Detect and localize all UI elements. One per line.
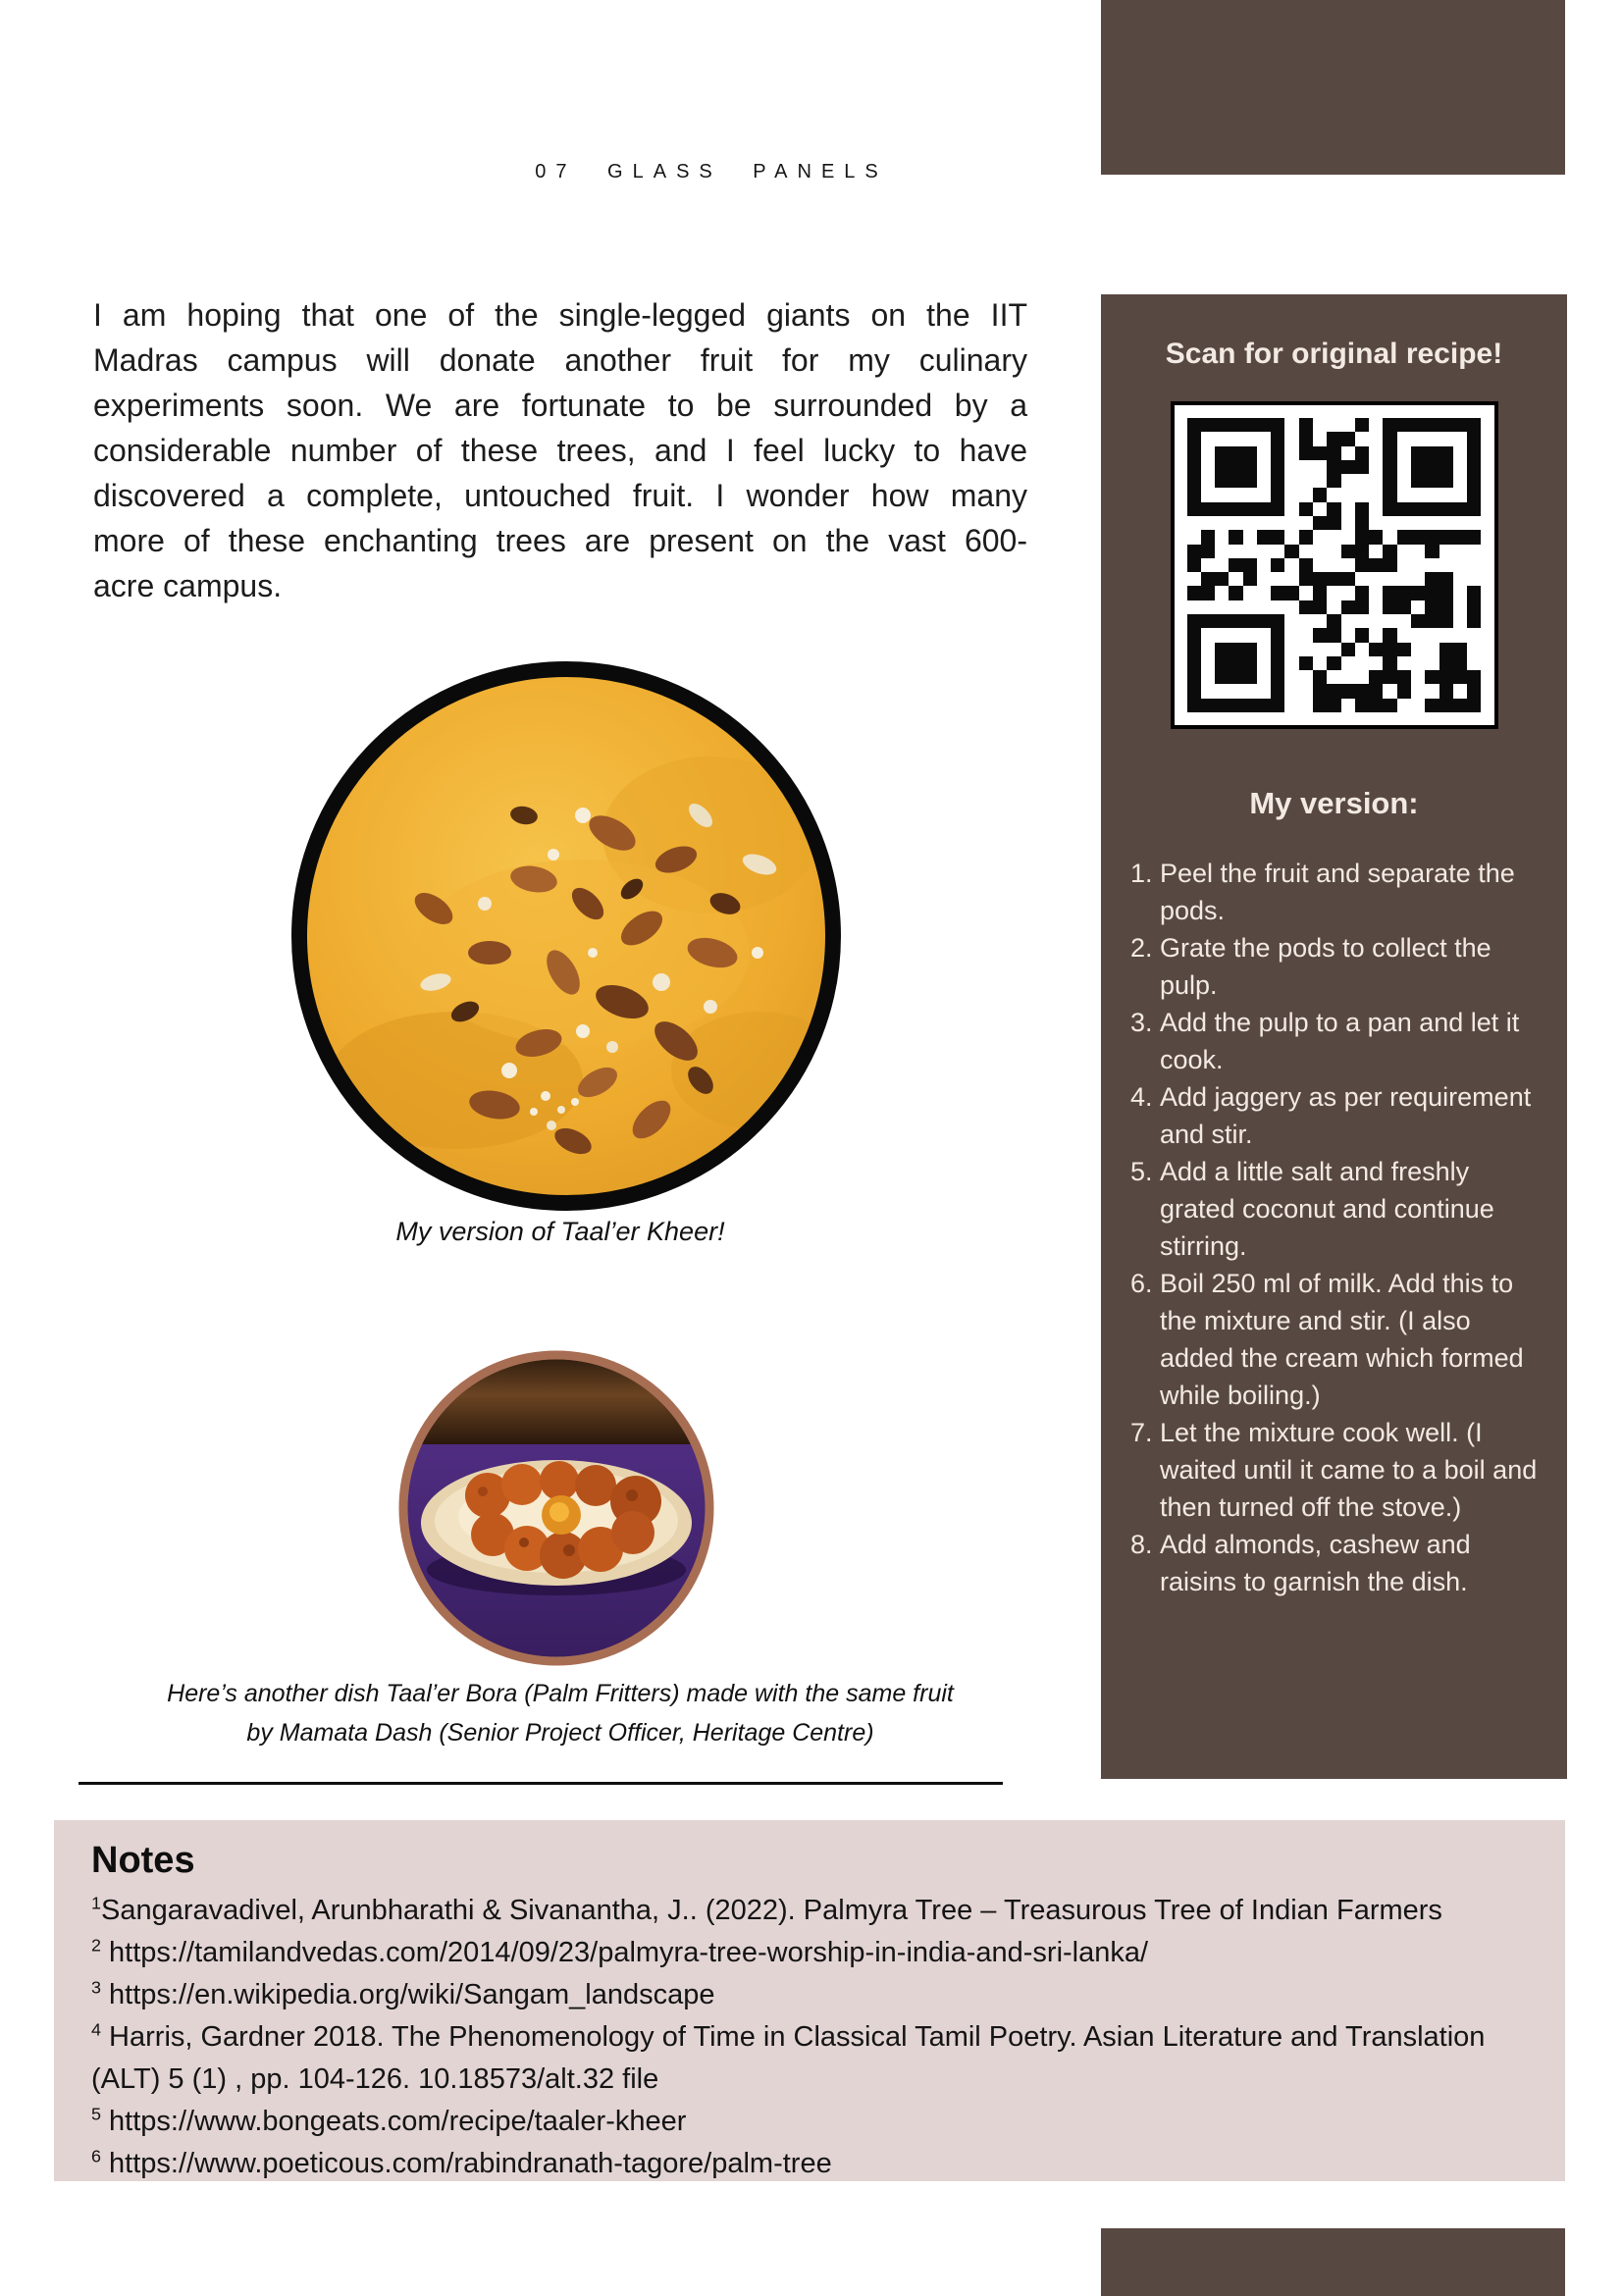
bora-caption-line2: by Mamata Dash (Senior Project Officer, Heritage Centre) <box>246 1719 874 1747</box>
version-title: My version: <box>1249 786 1419 820</box>
note-superscript: 3 <box>91 1977 101 1998</box>
qr-frame <box>1171 401 1498 729</box>
notes-title: Notes <box>91 1840 195 1881</box>
bora-caption-line1: Here’s another dish Taal’er Bora (Palm Fritters) made with the same fruit <box>167 1680 954 1707</box>
note-reference <box>91 2016 1536 2101</box>
recipe-step: 3. Add the pulp to a pan and let it cook. <box>1160 1004 1542 1078</box>
recipe-steps-list <box>1101 855 1567 1600</box>
recipe-step: 4. Add jaggery as per requirement and stir. <box>1160 1078 1542 1153</box>
note-text: https://www.poeticous.com/rabindranath-tagore/palm-tree <box>101 2148 832 2179</box>
notes-section <box>54 1820 1565 2181</box>
section-divider <box>78 1782 1003 1785</box>
kheer-photo-illustration <box>288 658 844 1214</box>
note-superscript: 6 <box>91 2146 101 2166</box>
note-text: https://en.wikipedia.org/wiki/Sangam_landscape <box>101 1979 715 2010</box>
recipe-step: 6. Boil 250 ml of milk. Add this to the mixture and stir. (I also added the cream which formed while boiling.) <box>1160 1265 1542 1414</box>
note-superscript: 5 <box>91 2104 101 2124</box>
article-line: Madras campus will donate another fruit for my culinary <box>93 342 1027 378</box>
recipe-step: 1. Peel the fruit and separate the pods. <box>1160 855 1542 929</box>
note-text: Harris, Gardner 2018. The Phenomenology of Time in Classical Tamil Poetry. Asian Literature and Translation (ALT) 5 (1) , pp. 104-126. 10.18573/alt.32 file <box>91 2021 1486 2095</box>
note-text: https://tamilandvedas.com/2014/09/23/palmyra-tree-worship-in-india-and-sri-lanka/ <box>101 1937 1149 1968</box>
recipe-sidebar <box>1101 294 1567 1779</box>
bora-photo <box>394 1346 718 1670</box>
bora-caption <box>93 1674 1027 1752</box>
recipe-step: 2. Grate the pods to collect the pulp. <box>1160 929 1542 1004</box>
article-line: more of these enchanting trees are present on the vast 600- <box>93 523 1027 558</box>
article-line: discovered a complete, untouched fruit. I wonder how many <box>93 478 1027 513</box>
article-line: I am hoping that one of the single-legged giants on the IIT <box>93 297 1027 333</box>
article-line: experiments soon. We are fortunate to be surrounded by a <box>93 388 1027 423</box>
note-reference <box>91 1974 1536 2016</box>
note-text: Sangaravadivel, Arunbharathi & Sivanantha, J.. (2022). Palmyra Tree – Treasurous Tree of Indian Farmers <box>101 1895 1442 1926</box>
kheer-caption: My version of Taal’er Kheer! <box>395 1217 725 1246</box>
note-superscript: 1 <box>91 1893 101 1913</box>
note-reference <box>91 1932 1536 1974</box>
note-text: https://www.bongeats.com/recipe/taaler-kheer <box>101 2106 687 2137</box>
article-line: considerable number of these trees, and I feel lucky to have <box>93 433 1027 468</box>
bora-photo-illustration <box>394 1346 718 1670</box>
bottom-right-accent-block <box>1101 2228 1565 2296</box>
note-superscript: 2 <box>91 1935 101 1956</box>
kheer-photo <box>288 658 844 1214</box>
article-line: acre campus. <box>93 568 283 603</box>
recipe-step: 8. Add almonds, cashew and raisins to garnish the dish. <box>1160 1526 1542 1600</box>
page-header: 07 GLASS PANELS <box>535 161 888 183</box>
note-reference <box>91 1890 1536 1932</box>
qr-code <box>1187 418 1482 712</box>
note-superscript: 4 <box>91 2019 101 2040</box>
recipe-step: 7. Let the mixture cook well. (I waited until it came to a boil and then turned off the stove.) <box>1160 1414 1542 1526</box>
note-reference <box>91 2101 1536 2143</box>
note-reference <box>91 2143 1536 2185</box>
article-paragraph <box>93 292 1027 608</box>
scan-title: Scan for original recipe! <box>1165 338 1503 370</box>
top-right-accent-block <box>1101 0 1565 175</box>
recipe-step: 5. Add a little salt and freshly grated coconut and continue stirring. <box>1160 1153 1542 1265</box>
